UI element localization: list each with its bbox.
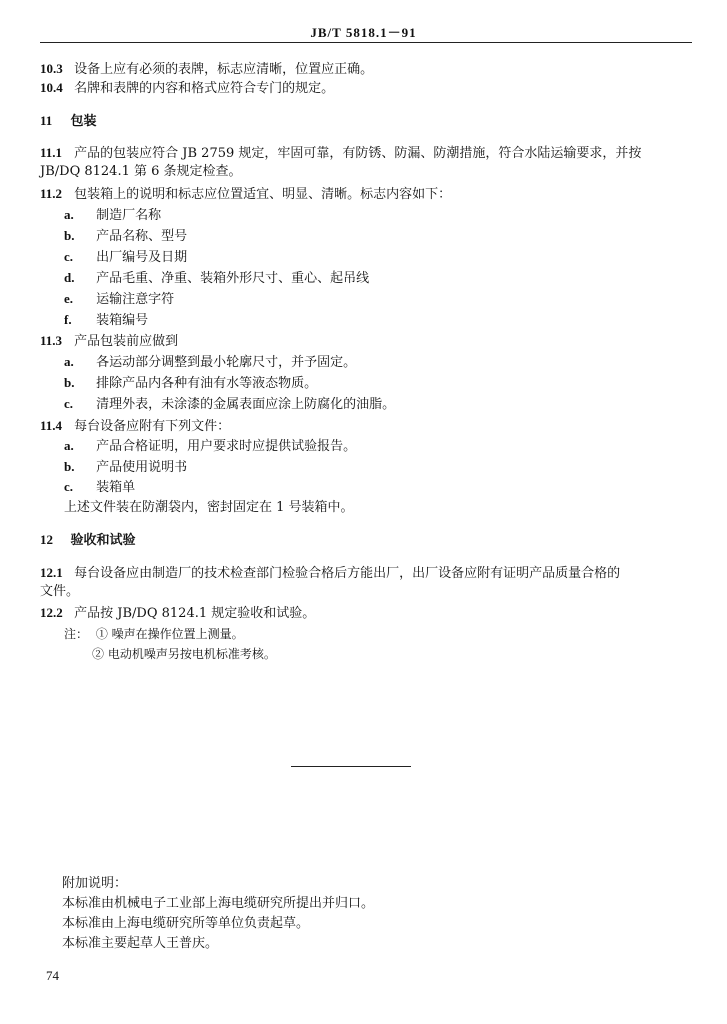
list-item <box>64 459 187 476</box>
clause-11-2 <box>40 186 451 203</box>
clause-text: 名牌和表牌的内容和格式应符合专门的规定。 <box>74 81 335 96</box>
clause-text: 每台设备应附有下列文件： <box>74 419 231 434</box>
note-label: 注： <box>64 627 89 641</box>
item-text: 各运动部分调整到最小轮廓尺寸，并予固定。 <box>96 355 357 370</box>
list-item <box>64 438 356 455</box>
header-rule <box>40 42 692 43</box>
section-title: 验收和试验 <box>70 533 136 548</box>
item-marker: e. <box>64 291 74 306</box>
note-text: ② 电动机噪声另按电机标准考核。 <box>92 647 276 661</box>
end-of-text-rule <box>291 766 411 767</box>
item-text: 装箱单 <box>96 480 136 495</box>
clause-text: JB/DQ 8124.1 第 6 条规定检查。 <box>40 164 242 179</box>
item-text: 产品使用说明书 <box>96 460 188 475</box>
section-title: 包装 <box>70 114 97 129</box>
clause-text: 每台设备应由制造厂的技术检查部门检验合格后方能出厂，出厂设备应附有证明产品质量合格的 <box>74 566 621 581</box>
item-marker: c. <box>64 396 74 411</box>
section-number: 12 <box>40 532 53 547</box>
clause-text: 产品包装前应做到 <box>74 334 179 349</box>
list-item <box>64 312 148 329</box>
list-item <box>64 396 395 413</box>
clause-10-4 <box>40 80 334 97</box>
item-text: 装箱编号 <box>96 313 149 328</box>
note-text: ① 噪声在操作位置上测量。 <box>95 627 244 641</box>
note-1 <box>64 626 244 642</box>
clause-number: 10.4 <box>40 80 63 95</box>
item-text: 排除产品内各种有油有水等液态物质。 <box>96 376 318 391</box>
clause-10-3 <box>40 61 373 78</box>
clause-12-2 <box>40 605 315 622</box>
page-number: 74 <box>46 968 59 983</box>
item-text: 制造厂名称 <box>96 208 162 223</box>
item-marker: a. <box>64 354 74 369</box>
list-item <box>64 228 187 245</box>
clause-12-1 <box>40 565 620 582</box>
clause-text: 产品的包装应符合 JB 2759 规定，牢固可靠，有防锈、防漏、防潮措施，符合水陆运输要求，并按 <box>74 146 642 161</box>
item-marker: f. <box>64 312 72 327</box>
document-code: JB/T 5818.1－91 <box>310 25 417 40</box>
list-item <box>64 291 174 308</box>
clause-11-3 <box>40 333 178 350</box>
item-text: 出厂编号及日期 <box>96 250 188 265</box>
clause-text: 产品按 JB/DQ 8124.1 规定验收和试验。 <box>74 606 316 621</box>
item-marker: a. <box>64 207 74 222</box>
clause-11-1 <box>40 145 641 162</box>
item-marker: b. <box>64 375 75 390</box>
item-text: 清理外表，未涂漆的金属表面应涂上防腐化的油脂。 <box>96 397 396 412</box>
clause-number: 11.1 <box>40 145 63 160</box>
list-item <box>64 270 369 287</box>
note-2 <box>92 646 276 662</box>
item-marker: a. <box>64 438 74 453</box>
appendix-line: 本标准主要起草人王普庆。 <box>62 936 219 951</box>
paragraph <box>64 500 354 516</box>
clause-number: 12.1 <box>40 565 63 580</box>
item-text: 产品名称、型号 <box>96 229 188 244</box>
clause-number: 11.2 <box>40 186 63 201</box>
item-marker: b. <box>64 459 75 474</box>
clause-11-4 <box>40 418 230 435</box>
section-number: 11 <box>40 113 53 128</box>
list-item <box>64 479 135 496</box>
item-marker: c. <box>64 249 74 264</box>
list-item <box>64 354 356 371</box>
list-item <box>64 207 161 224</box>
section-12-heading <box>40 532 136 549</box>
appendix-line: 本标准由机械电子工业部上海电缆研究所提出并归口。 <box>62 896 375 911</box>
item-text: 产品合格证明，用户要求时应提供试验报告。 <box>96 439 357 454</box>
clause-number: 10.3 <box>40 61 63 76</box>
clause-text: 包装箱上的说明和标志应位置适宜、明显、清晰。标志内容如下： <box>74 187 452 202</box>
item-marker: b. <box>64 228 75 243</box>
item-marker: d. <box>64 270 75 285</box>
item-marker: c. <box>64 479 74 494</box>
section-11-heading <box>40 113 97 130</box>
clause-number: 12.2 <box>40 605 63 620</box>
clause-text: 文件。 <box>40 584 80 599</box>
item-text: 产品毛重、净重、装箱外形尺寸、重心、起吊线 <box>96 271 370 286</box>
list-item <box>64 249 187 266</box>
paragraph-text: 上述文件装在防潮袋内，密封固定在 1 号装箱中。 <box>64 500 354 515</box>
appendix-title: 附加说明： <box>62 876 128 891</box>
appendix-line: 本标准由上海电缆研究所等单位负责起草。 <box>62 916 310 931</box>
clause-text: 设备上应有必须的表牌，标志应清晰，位置应正确。 <box>74 62 374 77</box>
clause-11-1-cont <box>40 164 242 180</box>
clause-12-1-cont <box>40 584 79 600</box>
item-text: 运输注意字符 <box>96 292 175 307</box>
clause-number: 11.4 <box>40 418 63 433</box>
list-item <box>64 375 317 392</box>
clause-number: 11.3 <box>40 333 63 348</box>
